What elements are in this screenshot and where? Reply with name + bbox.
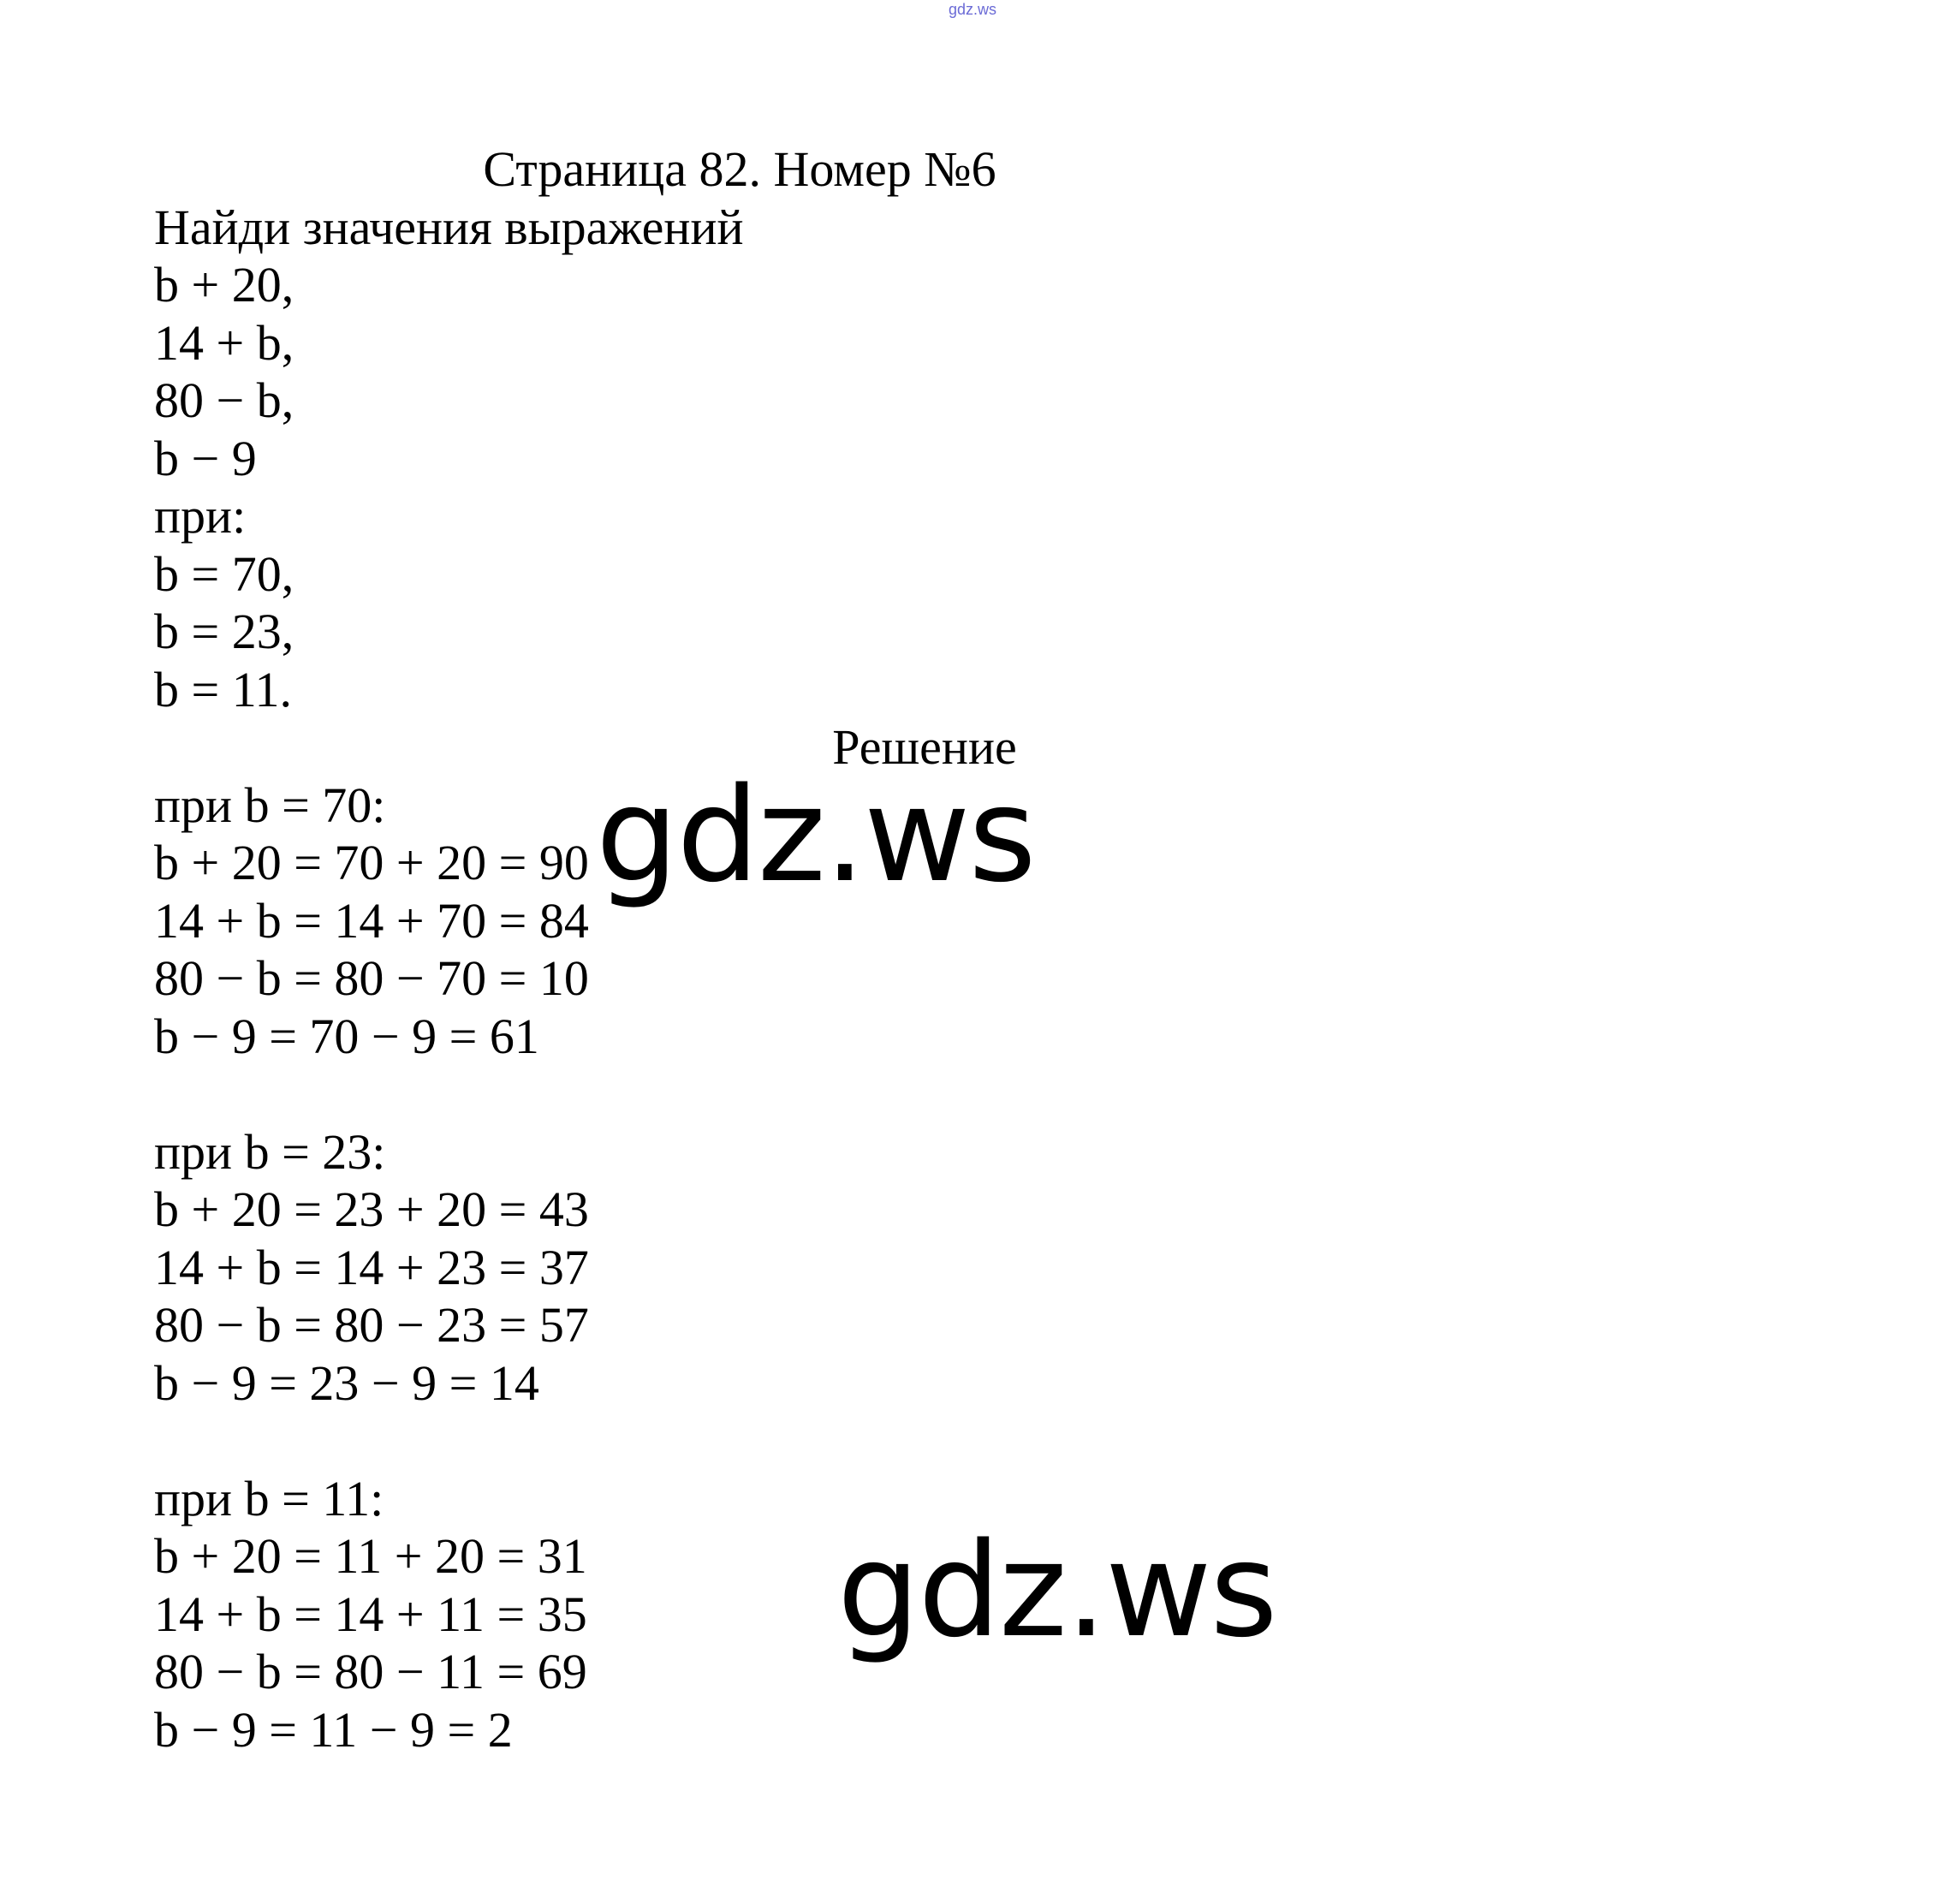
case-label: при b = 11: <box>154 1470 384 1526</box>
solution-line: 14 + b = 14 + 23 = 37 <box>154 1239 589 1295</box>
spacer <box>154 1412 1781 1470</box>
solution-line: b + 20 = 11 + 20 = 31 <box>154 1528 587 1584</box>
solution-line: 80 − b = 80 − 23 = 57 <box>154 1297 589 1353</box>
task-prompt: Найди значения выражений <box>154 199 744 255</box>
solution-case <box>154 1123 1781 1413</box>
top-watermark-text: gdz.ws <box>948 1 997 18</box>
solution-line: b − 9 = 11 − 9 = 2 <box>154 1701 513 1758</box>
solution-line: 14 + b = 14 + 70 = 84 <box>154 892 589 949</box>
solution-line: b + 20 = 23 + 20 = 43 <box>154 1181 589 1237</box>
solution-line: 80 − b = 80 − 70 = 10 <box>154 950 589 1006</box>
case-label: при b = 70: <box>154 776 386 833</box>
watermark-logo: gdz.ws <box>596 759 1035 911</box>
condition-line: b = 70, <box>154 545 294 602</box>
condition-line: b = 23, <box>154 604 294 659</box>
case-label: при b = 23: <box>154 1123 386 1180</box>
solution-line: b + 20 = 70 + 20 = 90 <box>154 835 589 890</box>
solution-line: 80 − b = 80 − 11 = 69 <box>154 1644 587 1699</box>
page-title: Страница 82. Номер №6 <box>483 141 996 197</box>
solution-title: Решение <box>832 719 1017 775</box>
solution-line: b − 9 = 23 − 9 = 14 <box>154 1354 539 1411</box>
watermark-logo: gdz.ws <box>837 1514 1276 1666</box>
spacer <box>154 1065 1781 1123</box>
solution-line: 14 + b = 14 + 11 = 35 <box>154 1586 587 1642</box>
solution-line: b − 9 = 70 − 9 = 61 <box>154 1008 539 1064</box>
conditions-label: при: <box>154 488 247 544</box>
expression-line: 14 + b, <box>154 314 294 371</box>
condition-line: b = 11. <box>154 661 293 717</box>
expression-line: b + 20, <box>154 257 294 312</box>
expression-line: 80 − b, <box>154 372 294 428</box>
expression-line: b − 9 <box>154 430 257 486</box>
